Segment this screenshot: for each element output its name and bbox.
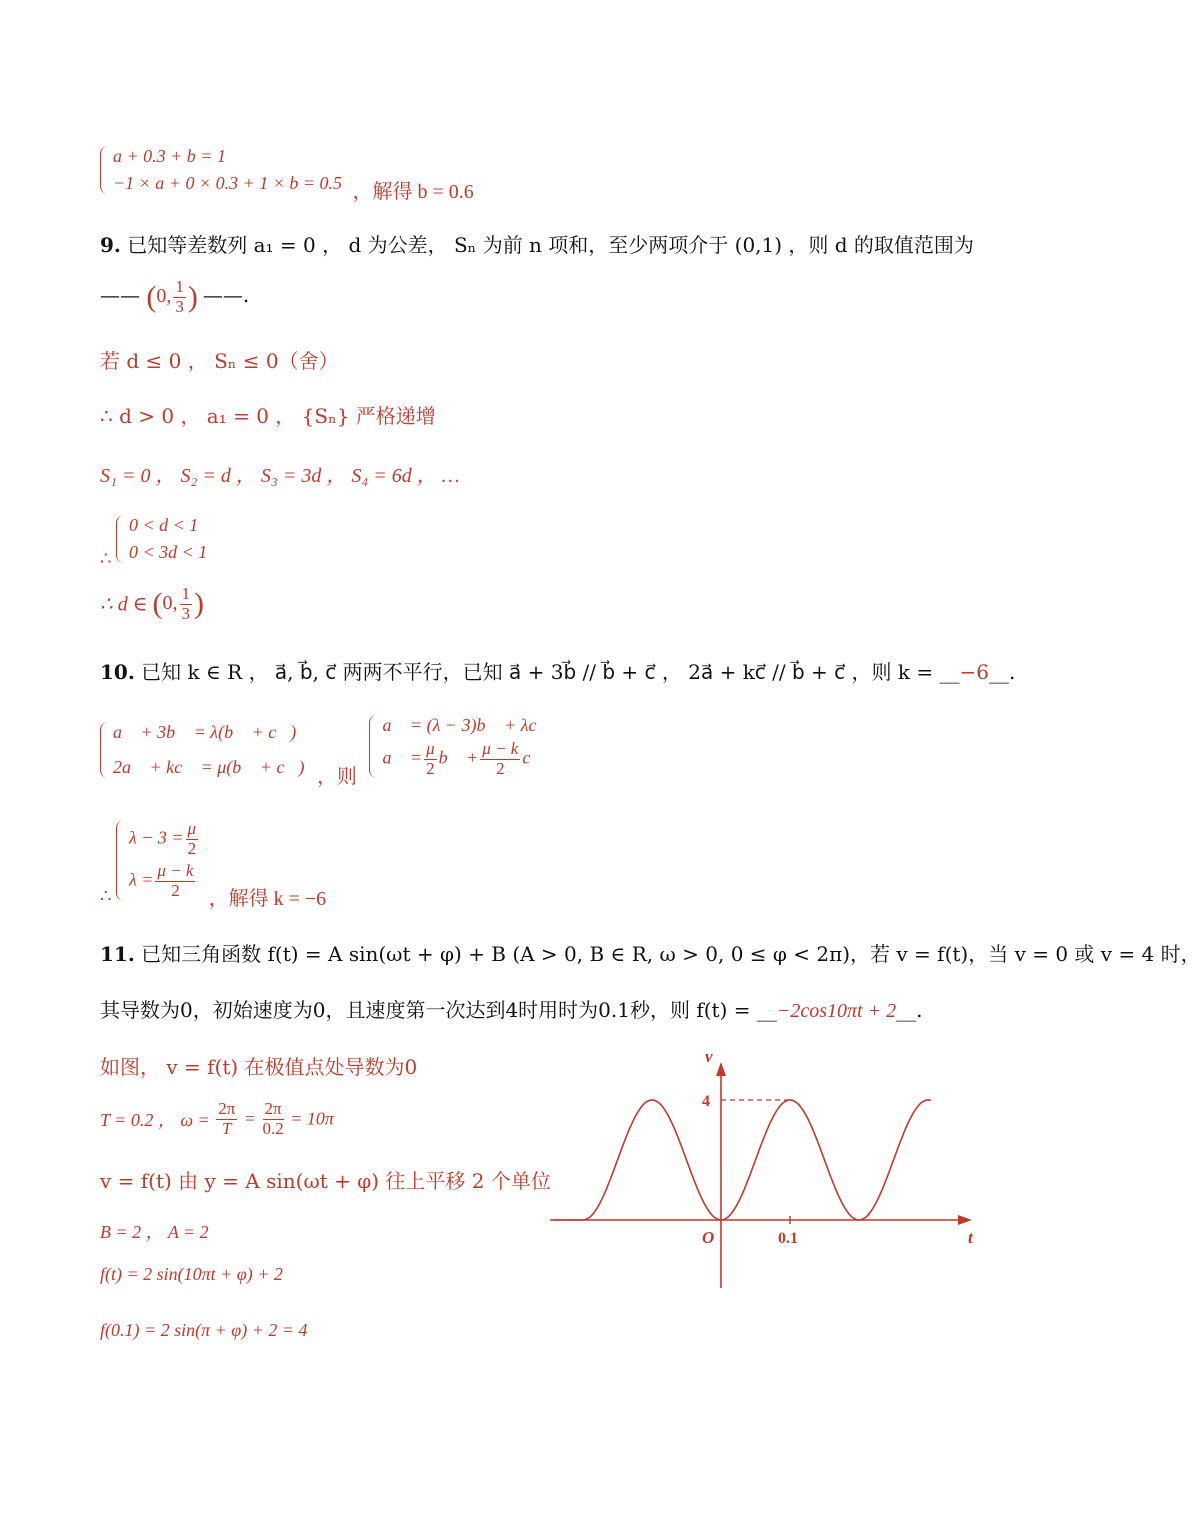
v-axis-label: v xyxy=(705,1047,713,1066)
origin-label: O xyxy=(702,1228,715,1247)
q9-answer: (0, $\frac{1}{3}$ ) xyxy=(146,277,198,316)
q9-system: 0 < d < 1 0 < 3d < 1 xyxy=(116,515,207,563)
q11-number: 11. xyxy=(100,942,135,966)
q9-number: 9. xyxy=(100,233,121,257)
q11-step1: 如图， v = f(t) 在极值点处导数为0 xyxy=(100,1055,418,1079)
q9-step1: 若 d ≤ 0 ， Sₙ ≤ 0（舍） xyxy=(100,349,339,373)
curve-series xyxy=(553,1100,930,1220)
q9-step2: ∴ d > 0 ， a₁ = 0 ， {Sₙ} 严格递增 xyxy=(100,404,436,428)
q11-step6: f(0.1) = 2 sin(π + φ) + 2 = 4 xyxy=(100,1320,308,1340)
q11-prompt-line2: 其导数为0，初始速度为0，且速度第一次达到4时用时为0.1秒，则 f(t) = __−2cos10πt + 2__. xyxy=(100,998,923,1022)
q11-step5: f(t) = 2 sin(10πt + φ) + 2 xyxy=(100,1264,283,1284)
tick-label-4: 4 xyxy=(702,1093,710,1110)
q11-prompt-line1: 11. 已知三角函数 f(t) = A sin(ωt + φ) + B (A > 0, B ∈ R, ω > 0, 0 ≤ φ < 2π)，若 v = f(t)，当 v = 0 或 v = 4 时， xyxy=(100,942,1201,966)
q8-solution xyxy=(100,146,474,204)
tick-label-0-1: 0.1 xyxy=(778,1230,798,1247)
q8-solve-text: ，解得 b = 0.6 xyxy=(352,181,474,204)
q10-step2: ∴ λ − 3 = $\frac{\mu}{2}$ λ = $\frac{\mu - k}{2}$ ，解得 k = −6 xyxy=(100,819,327,911)
q10-number: 10. xyxy=(100,660,135,684)
q10-step1: a⃗ + 3b⃗ = λ(b⃗ + c⃗) 2a⃗ + kc⃗ = μ(b⃗ + c⃗) ，则 a⃗ = (λ − 3)b⃗ + λc⃗ a⃗ = $\frac{\mu}{2}$ b⃗ + $\frac{\mu - k}{2}$ c⃗ xyxy=(100,715,550,789)
q9-prompt-text: 已知等差数列 a₁ = 0 ， d 为公差， Sₙ 为前 n 项和，至少两项介于 (0,1) ，则 d 的取值范围为 xyxy=(127,233,974,257)
q10-prompt-text: 已知 k ∈ R ， a⃗, b⃗, c⃗ 两两不平行，已知 a⃗ + 3b⃗ // b⃗ + c⃗ ， 2a⃗ + kc⃗ // b⃗ + c⃗ ，则 k = xyxy=(141,660,934,684)
v-axis-arrow xyxy=(716,1062,726,1076)
q9-step3: S₁ = 0 ， S₂ = d ， S₃ = 3d ， S₄ = 6d ， … xyxy=(100,465,460,487)
q9-step4: ∴ 0 < d < 1 0 < 3d < 1 xyxy=(100,515,208,569)
q11-answer: −2cos10πt + 2 xyxy=(776,1000,897,1022)
q11-step3: v = f(t) 由 y = A sin(ωt + φ) 往上平移 2 个单位 xyxy=(100,1169,551,1193)
q11-step4: B = 2 ， A = 2 xyxy=(100,1222,209,1242)
q8-system-line2: −1 × a + 0 × 0.3 + 1 × b = 0.5 xyxy=(113,173,343,193)
q9-prompt xyxy=(100,229,974,258)
q10-prompt: 10. 已知 k ∈ R ， a⃗, b⃗, c⃗ 两两不平行，已知 a⃗ + 3b⃗ // b⃗ + c⃗ ， 2a⃗ + kc⃗ // b⃗ + c⃗ ，则 k = __−6__. xyxy=(100,660,1016,684)
q9-step5: ∴ d ∈ (0, $\frac{1}{3}$ ) xyxy=(100,584,205,623)
q9-answer-line: —— (0, $\frac{1}{3}$ ) ——. xyxy=(100,277,250,316)
q8-system xyxy=(100,146,342,194)
q11-step2: T = 0.2 ， ω = $\frac{2\pi}{T}$ = $\frac{2\pi}{0.2}$ = 10π xyxy=(100,1099,334,1138)
sine-graph xyxy=(540,1040,990,1300)
q10-answer: −6 xyxy=(959,660,989,684)
q8-system-line1: a + 0.3 + b = 1 xyxy=(113,146,226,166)
t-axis-arrow xyxy=(958,1215,972,1225)
t-axis-label: t xyxy=(968,1228,973,1247)
